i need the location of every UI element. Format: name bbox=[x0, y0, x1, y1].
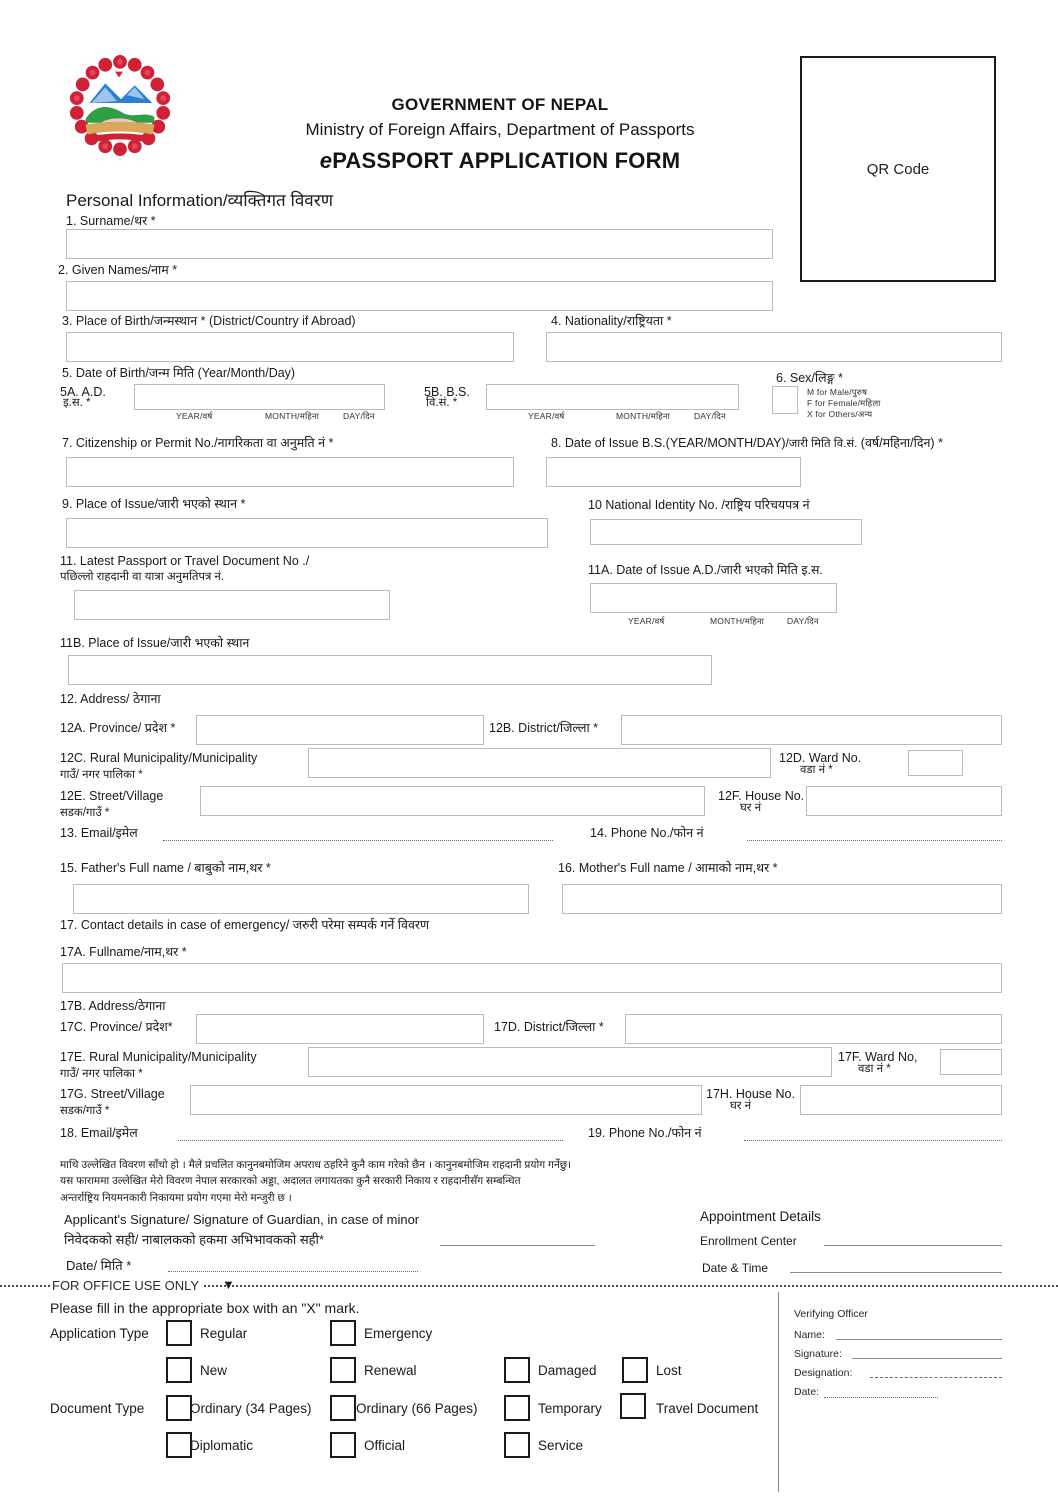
mother-name-input[interactable] bbox=[562, 884, 1002, 914]
nationality-input[interactable] bbox=[546, 332, 1002, 362]
verifying-officer-date-input[interactable] bbox=[824, 1397, 938, 1398]
verifying-officer-designation-input[interactable] bbox=[870, 1377, 1002, 1378]
checkbox-travel-document[interactable] bbox=[620, 1393, 646, 1419]
checkbox-ordinary-34[interactable] bbox=[166, 1395, 192, 1421]
label-dob-ad-day: DAY/दिन bbox=[343, 411, 375, 421]
qr-code-placeholder bbox=[800, 56, 996, 282]
label-address: 12. Address/ ठेगाना bbox=[60, 692, 161, 706]
label-passport-issue-year: YEAR/वर्ष bbox=[628, 616, 665, 626]
phone-input[interactable] bbox=[747, 840, 1002, 841]
appointment-details-title: Appointment Details bbox=[700, 1209, 821, 1224]
personal-information-heading: Personal Information/व्यक्तिगत विवरण bbox=[66, 191, 333, 210]
government-title: GOVERNMENT OF NEPAL bbox=[391, 95, 609, 114]
label-citizenship-no: 7. Citizenship or Permit No./नागरिकता वा अनुमति नं * bbox=[62, 436, 334, 450]
office-use-header: FOR OFFICE USE ONLY bbox=[52, 1278, 203, 1293]
checkbox-renewal[interactable] bbox=[330, 1357, 356, 1383]
label-ordinary-34: Ordinary (34 Pages) bbox=[190, 1401, 312, 1416]
label-passport-date-of-issue-ad: 11A. Date of Issue A.D./जारी भएको मिति इ.स. bbox=[588, 563, 823, 577]
dob-ad-input[interactable] bbox=[134, 384, 385, 410]
ward-no-input[interactable] bbox=[908, 750, 963, 776]
label-application-type: Application Type bbox=[50, 1326, 149, 1341]
place-of-birth-input[interactable] bbox=[66, 332, 514, 362]
checkbox-service[interactable] bbox=[504, 1432, 530, 1458]
date-of-issue-bs-dev-paren: (वर्ष/महिना/दिन) bbox=[860, 436, 935, 450]
passport-date-of-issue-ad-input[interactable] bbox=[590, 583, 837, 613]
emergency-street-village-input[interactable] bbox=[190, 1085, 702, 1115]
emergency-house-no-input[interactable] bbox=[800, 1085, 1002, 1115]
label-emergency-fullname: 17A. Fullname/नाम,थर * bbox=[60, 945, 187, 959]
label-dob-ad-month: MONTH/महिना bbox=[265, 411, 320, 421]
label-rural-municipality-devanagari: गाउँ/ नगर पालिका * bbox=[60, 769, 143, 781]
label-ward-no: 12D. Ward No. bbox=[779, 751, 862, 765]
passport-place-of-issue-input[interactable] bbox=[68, 655, 712, 685]
label-enrollment-center: Enrollment Center bbox=[700, 1234, 797, 1248]
label-latest-passport-no: 11. Latest Passport or Travel Document No ./ bbox=[60, 554, 310, 568]
label-renewal: Renewal bbox=[364, 1363, 417, 1378]
label-emergency-email: 18. Email/इमेल bbox=[60, 1126, 138, 1140]
form-title-rest: PASSPORT APPLICATION FORM bbox=[332, 148, 681, 173]
label-dob-bs-devanagari: वि.सं. * bbox=[426, 397, 458, 409]
label-district: 12B. District/जिल्ला * bbox=[489, 721, 599, 735]
label-dob-bs-month: MONTH/महिना bbox=[616, 411, 671, 421]
label-passport-issue-month: MONTH/महिना bbox=[710, 616, 765, 626]
latest-passport-no-input[interactable] bbox=[74, 590, 390, 620]
label-diplomatic: Diplomatic bbox=[190, 1438, 254, 1453]
emergency-email-input[interactable] bbox=[178, 1140, 563, 1141]
label-email: 13. Email/इमेल bbox=[60, 826, 138, 840]
label-emergency: Emergency bbox=[364, 1326, 433, 1341]
street-village-input[interactable] bbox=[200, 786, 705, 816]
qr-code-label: QR Code bbox=[866, 160, 930, 178]
checkbox-temporary[interactable] bbox=[504, 1395, 530, 1421]
date-of-issue-bs-paren: (YEAR/MONTH/DAY) bbox=[665, 436, 786, 450]
label-emergency-street-village: 17G. Street/Village bbox=[60, 1087, 165, 1101]
label-dob-bs-day: DAY/दिन bbox=[694, 411, 726, 421]
label-dob-ad: 5A. A.D. bbox=[60, 385, 106, 399]
label-damaged: Damaged bbox=[538, 1363, 597, 1378]
declaration-date-input[interactable] bbox=[168, 1271, 418, 1272]
checkbox-new[interactable] bbox=[166, 1357, 192, 1383]
label-document-type: Document Type bbox=[50, 1401, 145, 1416]
label-emergency-contact: 17. Contact details in case of emergency/ जरुरी परेमा सम्पर्क गर्ने विवरण bbox=[60, 918, 430, 932]
label-verifying-officer-date: Date: bbox=[794, 1386, 820, 1398]
checkbox-damaged[interactable] bbox=[504, 1357, 530, 1383]
label-sex-male: M for Male/पुरुष bbox=[807, 387, 868, 397]
label-lost: Lost bbox=[656, 1363, 682, 1378]
verifying-officer-divider bbox=[778, 1292, 779, 1492]
checkbox-lost[interactable] bbox=[622, 1357, 648, 1383]
label-house-no-devanagari: घर नं bbox=[740, 802, 762, 814]
house-no-input[interactable] bbox=[806, 786, 1002, 816]
verifying-officer-signature-input[interactable] bbox=[852, 1358, 1002, 1359]
label-dob-bs: 5B. B.S. bbox=[424, 385, 470, 399]
label-date-of-birth: 5. Date of Birth/जन्म मिति (Year/Month/Day) bbox=[62, 366, 296, 380]
verifying-officer-name-input[interactable] bbox=[836, 1339, 1002, 1340]
ministry-title: Ministry of Foreign Affairs, Department of Passports bbox=[305, 120, 695, 139]
label-rural-municipality: 12C. Rural Municipality/Municipality bbox=[60, 751, 258, 765]
label-place-of-issue: 9. Place of Issue/जारी भएको स्थान * bbox=[62, 497, 246, 511]
district-input[interactable] bbox=[621, 715, 1002, 745]
label-nationality: 4. Nationality/राष्ट्रियता * bbox=[551, 314, 672, 328]
date-of-issue-bs-star: * bbox=[938, 436, 943, 450]
date-of-issue-bs-dev: /जारी मिति वि.सं. bbox=[785, 438, 858, 450]
date-of-issue-bs-input[interactable] bbox=[546, 457, 801, 487]
national-identity-no-input[interactable] bbox=[590, 519, 862, 545]
nepal-national-emblem-icon bbox=[66, 52, 174, 160]
label-regular: Regular bbox=[200, 1326, 248, 1341]
form-title-prefix: e bbox=[319, 148, 333, 173]
label-sex-other: X for Others/अन्य bbox=[807, 409, 873, 419]
label-ward-no-devanagari: वडा नं * bbox=[800, 764, 833, 776]
label-emergency-address: 17B. Address/ठेगाना bbox=[60, 999, 166, 1013]
dob-bs-input[interactable] bbox=[486, 384, 739, 410]
given-names-input[interactable] bbox=[66, 281, 773, 311]
emergency-fullname-input[interactable] bbox=[62, 963, 1002, 993]
appointment-date-time-input[interactable] bbox=[790, 1272, 1002, 1273]
place-of-issue-input[interactable] bbox=[66, 518, 548, 548]
checkbox-regular[interactable] bbox=[166, 1320, 192, 1346]
label-emergency-phone: 19. Phone No./फोन नं bbox=[588, 1126, 702, 1140]
verifying-officer-title: Verifying Officer bbox=[794, 1308, 868, 1320]
label-surname: 1. Surname/थर * bbox=[66, 214, 156, 228]
label-sex: 6. Sex/लिङ्ग * bbox=[776, 371, 843, 385]
label-official: Official bbox=[364, 1438, 406, 1453]
office-use-instruction: Please fill in the appropriate box with an "X" mark. bbox=[50, 1300, 360, 1316]
sex-input[interactable] bbox=[772, 386, 798, 414]
declaration-line-1: माथि उल्लेखित विवरण साँचो हो । मैले प्रचलित कानुनबमोजिम अपराध ठहरिने कुनै काम गरेको छैन । कानुनबमोजिम राहदानी प्रयोग गर्नेछु। bbox=[60, 1159, 572, 1171]
checkbox-emergency[interactable] bbox=[330, 1320, 356, 1346]
label-emergency-ward-no-devanagari: वडा नं * bbox=[858, 1063, 891, 1075]
label-travel-document: Travel Document bbox=[656, 1401, 759, 1416]
label-passport-issue-day: DAY/दिन bbox=[787, 616, 819, 626]
label-temporary: Temporary bbox=[538, 1401, 602, 1416]
enrollment-center-input[interactable] bbox=[824, 1245, 1002, 1246]
label-verifying-officer-name: Name: bbox=[794, 1329, 825, 1341]
emergency-ward-no-input[interactable] bbox=[940, 1049, 1002, 1075]
label-emergency-house-no-devanagari: घर नं bbox=[730, 1100, 752, 1112]
province-input[interactable] bbox=[196, 715, 484, 745]
label-service: Service bbox=[538, 1438, 584, 1453]
rural-municipality-input[interactable] bbox=[308, 748, 771, 778]
label-dob-ad-devanagari: इ.स. * bbox=[63, 397, 91, 409]
label-street-village-devanagari: सडक/गाउँ * bbox=[60, 807, 110, 819]
label-emergency-province: 17C. Province/ प्रदेश* bbox=[60, 1020, 173, 1034]
declaration-line-3: अन्तर्राष्ट्रिय नियमनकारी निकायमा प्रयोग गएमा मेरो मन्जुरी छ । bbox=[60, 1191, 292, 1204]
label-given-names: 2. Given Names/नाम * bbox=[58, 263, 178, 277]
label-emergency-street-village-devanagari: सडक/गाउँ * bbox=[60, 1105, 110, 1117]
emergency-district-input[interactable] bbox=[625, 1014, 1002, 1044]
label-national-identity-no: 10 National Identity No. /राष्ट्रिय परिचयपत्र नं bbox=[588, 498, 810, 512]
label-appointment-date-time: Date & Time bbox=[702, 1261, 769, 1275]
label-applicant-signature-devanagari: निवेदकको सही/ नाबालकको हकमा अभिभावकको सही* bbox=[64, 1232, 324, 1247]
label-province: 12A. Province/ प्रदेश * bbox=[60, 721, 176, 735]
label-emergency-district: 17D. District/जिल्ला * bbox=[494, 1020, 604, 1034]
label-sex-female: F for Female/महिला bbox=[807, 398, 881, 408]
label-declaration-date: Date/ मिति * bbox=[66, 1258, 132, 1273]
label-emergency-rural-municipality-devanagari: गाउँ/ नगर पालिका * bbox=[60, 1068, 143, 1080]
label-emergency-ward-no: 17F. Ward No, bbox=[838, 1050, 918, 1064]
checkbox-ordinary-66[interactable] bbox=[330, 1395, 356, 1421]
emergency-phone-input[interactable] bbox=[744, 1140, 1002, 1141]
label-street-village: 12E. Street/Village bbox=[60, 789, 164, 803]
applicant-signature-field[interactable] bbox=[440, 1245, 595, 1246]
label-new: New bbox=[200, 1363, 228, 1378]
declaration-text bbox=[60, 1157, 720, 1206]
label-emergency-rural-municipality: 17E. Rural Municipality/Municipality bbox=[60, 1050, 257, 1064]
email-input[interactable] bbox=[163, 840, 553, 841]
label-verifying-officer-signature: Signature: bbox=[794, 1348, 842, 1360]
checkbox-official[interactable] bbox=[330, 1432, 356, 1458]
scissors-icon: ▼ bbox=[222, 1277, 235, 1292]
label-emergency-house-no: 17H. House No. bbox=[706, 1087, 795, 1101]
form-title bbox=[200, 148, 800, 174]
label-date-of-issue-bs bbox=[551, 436, 943, 452]
father-name-input[interactable] bbox=[73, 884, 529, 914]
label-mother-name: 16. Mother's Full name / आमाको नाम,थर * bbox=[558, 861, 778, 875]
label-applicant-signature: Applicant's Signature/ Signature of Guardian, in case of minor bbox=[64, 1212, 420, 1227]
label-father-name: 15. Father's Full name / बाबुको नाम,थर * bbox=[60, 861, 271, 875]
label-house-no: 12F. House No. bbox=[718, 789, 805, 803]
surname-input[interactable] bbox=[66, 229, 773, 259]
checkbox-diplomatic[interactable] bbox=[166, 1432, 192, 1458]
date-of-issue-bs-en: 8. Date of Issue B.S. bbox=[551, 436, 666, 450]
form-header bbox=[200, 95, 800, 174]
emergency-rural-municipality-input[interactable] bbox=[308, 1047, 832, 1077]
label-passport-place-of-issue: 11B. Place of Issue/जारी भएको स्थान bbox=[60, 636, 250, 650]
label-latest-passport-no-devanagari: पछिल्लो राहदानी वा यात्रा अनुमतिपत्र नं. bbox=[60, 571, 225, 583]
label-dob-ad-year: YEAR/वर्ष bbox=[176, 411, 213, 421]
emergency-province-input[interactable] bbox=[196, 1014, 484, 1044]
label-ordinary-66: Ordinary (66 Pages) bbox=[356, 1401, 478, 1416]
label-place-of-birth: 3. Place of Birth/जन्मस्थान * (District/Country if Abroad) bbox=[62, 314, 356, 328]
declaration-line-2: यस फाराममा उल्लेखित मेरो विवरण नेपाल सरकारको अड्डा, अदालत लगायतका कुनै सरकारी निकाय र राहदानीसँग सम्बन्धित bbox=[60, 1175, 521, 1188]
citizenship-no-input[interactable] bbox=[66, 457, 514, 487]
label-phone: 14. Phone No./फोन नं bbox=[590, 826, 704, 840]
label-dob-bs-year: YEAR/वर्ष bbox=[528, 411, 565, 421]
label-verifying-officer-designation: Designation: bbox=[794, 1367, 853, 1379]
